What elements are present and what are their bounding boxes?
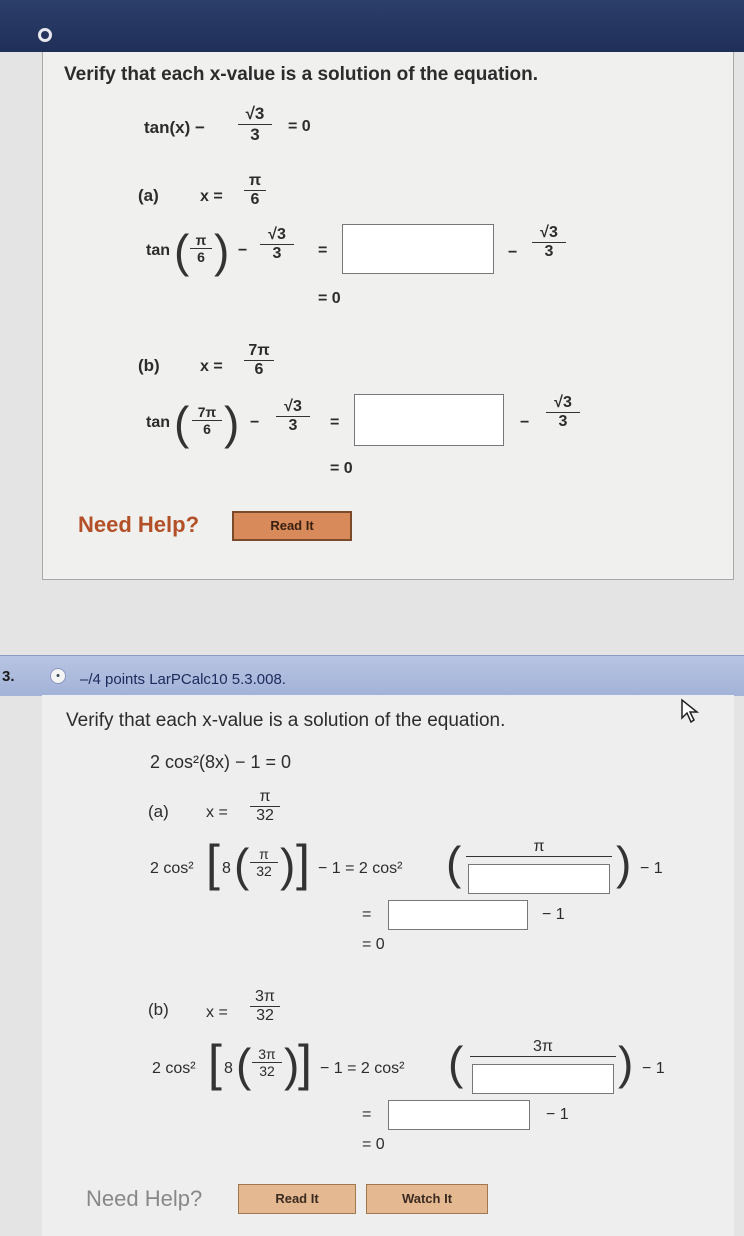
q2-b-mid-input[interactable] xyxy=(388,1100,530,1130)
q1-b-arg-den: 6 xyxy=(203,421,211,437)
left-paren: ( xyxy=(448,1037,464,1089)
q1-b-res-den: 3 xyxy=(558,413,568,430)
q2-b-top-frac xyxy=(470,1038,616,1057)
q1-eq-frac xyxy=(238,104,272,145)
q1-b-eq: = xyxy=(330,414,340,431)
question-points: –/4 points LarPCalc10 5.3.008. xyxy=(80,671,286,688)
q2-b-top-num: 3π xyxy=(470,1038,616,1057)
q2-a-mid-input[interactable] xyxy=(388,900,528,930)
need-help-label: Need Help? xyxy=(86,1186,203,1211)
q1-b-tan: tan xyxy=(146,414,170,431)
q1-a-eq: = xyxy=(318,242,328,259)
left-paren: ( xyxy=(236,1039,252,1091)
q1-b-arg-num: 7π xyxy=(192,404,222,421)
q2-a-inner-8: 8 xyxy=(222,860,231,877)
q1-b-label: (b) xyxy=(138,356,160,375)
q2-b-lhs-prefix: 2 cos² xyxy=(152,1060,196,1077)
left-paren: ( xyxy=(174,397,190,449)
q2-a-mid-field[interactable] xyxy=(389,901,531,931)
q2-b-denom-field[interactable] xyxy=(473,1065,617,1095)
q2-a-xeq: x = xyxy=(206,804,228,821)
q1-a-sqrt-den: 3 xyxy=(272,245,282,262)
right-paren: ) xyxy=(280,839,296,891)
left-paren: ( xyxy=(234,839,250,891)
q1-instruction: Verify that each x-value is a solution of the equation. xyxy=(64,64,539,85)
q2-instruction: Verify that each x-value is a solution of the equation. xyxy=(66,710,506,731)
bullet-icon[interactable]: • xyxy=(50,668,66,684)
q1-a-answer-input[interactable] xyxy=(342,224,494,274)
left-paren: ( xyxy=(174,225,190,277)
q2-b-inner-num: 3π xyxy=(252,1046,282,1063)
read-it-button[interactable]: Read It xyxy=(232,511,352,541)
q2-b-inner-8: 8 xyxy=(224,1060,233,1077)
q2-a-inner-frac xyxy=(250,846,278,879)
q1-a-answer-field[interactable] xyxy=(343,225,497,275)
q1-a-minus2: − xyxy=(508,244,518,261)
q1-b-sqrt-frac xyxy=(276,398,310,435)
left-bracket: [ xyxy=(206,835,220,891)
q2-b-mid-field[interactable] xyxy=(389,1101,533,1131)
q1-b-arg-frac xyxy=(192,404,222,437)
q1-a-arg-num: π xyxy=(190,232,212,249)
q2-a-tail: − 1 xyxy=(640,860,663,877)
q2-a-x-den: 32 xyxy=(256,807,274,824)
right-bracket: ] xyxy=(296,835,310,891)
right-paren: ) xyxy=(618,1037,634,1089)
q1-a-res-frac xyxy=(532,224,566,261)
q2-b-x-den: 32 xyxy=(256,1007,274,1024)
q2-b-inner-den: 32 xyxy=(259,1063,275,1079)
q2-b-x-frac xyxy=(250,988,280,1025)
q2-b-tail2: − 1 xyxy=(546,1106,569,1123)
q2-a-eq2: = xyxy=(362,906,372,923)
q2-b-mid: − 1 = 2 cos² xyxy=(320,1060,405,1077)
right-paren: ) xyxy=(284,1039,300,1091)
q1-eq-num: √3 xyxy=(238,104,272,125)
left-paren: ( xyxy=(446,837,462,889)
question-panel-2 xyxy=(42,695,734,1236)
q1-b-answer-input[interactable] xyxy=(354,394,504,446)
right-bracket: ] xyxy=(298,1035,312,1091)
q2-a-label: (a) xyxy=(148,802,169,821)
q2-a-mid: − 1 = 2 cos² xyxy=(318,860,403,877)
q1-a-res-den: 3 xyxy=(544,243,554,260)
q1-b-x-frac xyxy=(244,342,274,379)
q1-b-x-num: 7π xyxy=(244,342,274,361)
q1-eq-lhs: tan(x) − xyxy=(144,118,205,137)
left-bracket: [ xyxy=(208,1035,222,1091)
q1-a-res-num: √3 xyxy=(532,224,566,243)
q1-a-sqrt-frac xyxy=(260,226,294,263)
q1-b-x-den: 6 xyxy=(254,361,264,378)
q2-a-inner-num: π xyxy=(250,846,278,863)
q2-a-tail2: − 1 xyxy=(542,906,565,923)
q2-a-denom-input[interactable] xyxy=(468,864,610,894)
q1-a-sqrt-num: √3 xyxy=(260,226,294,245)
q1-b-sqrt-den: 3 xyxy=(288,417,298,434)
q1-a-x-den: 6 xyxy=(250,191,260,208)
q1-a-zero: = 0 xyxy=(318,290,341,307)
q2-b-x-num: 3π xyxy=(250,988,280,1007)
watch-it-button[interactable]: Watch It xyxy=(366,1184,488,1214)
q1-b-answer-field[interactable] xyxy=(355,395,507,447)
q2-a-inner-den: 32 xyxy=(256,863,272,879)
q1-a-x-frac xyxy=(244,172,266,209)
q1-a-arg-den: 6 xyxy=(197,249,205,265)
q1-b-zero: = 0 xyxy=(330,460,353,477)
question-number: 3. xyxy=(2,668,15,685)
q1-b-sqrt-num: √3 xyxy=(276,398,310,417)
q2-equation: 2 cos²(8x) − 1 = 0 xyxy=(150,752,292,772)
q1-b-minus2: − xyxy=(520,414,530,431)
q2-a-x-frac xyxy=(250,788,280,825)
q2-b-eq2: = xyxy=(362,1106,372,1123)
q2-b-zero: = 0 xyxy=(362,1136,385,1153)
q1-a-tan: tan xyxy=(146,242,170,259)
need-help-label: Need Help? xyxy=(78,512,200,537)
q2-b-label: (b) xyxy=(148,1000,169,1019)
q1-a-xeq: x = xyxy=(200,188,223,205)
q1-b-xeq: x = xyxy=(200,358,223,375)
q1-a-x-num: π xyxy=(244,172,266,191)
q2-a-denom-field[interactable] xyxy=(469,865,613,895)
q1-a-label: (a) xyxy=(138,186,159,205)
q2-a-top-num: π xyxy=(466,838,612,857)
q1-eq-rhs: = 0 xyxy=(288,118,311,135)
q2-b-inner-frac xyxy=(252,1046,282,1079)
q1-eq-den: 3 xyxy=(250,125,260,144)
circle-icon[interactable] xyxy=(38,28,52,42)
q2-b-xeq: x = xyxy=(206,1004,228,1021)
q2-b-tail: − 1 xyxy=(642,1060,665,1077)
q2-a-x-num: π xyxy=(250,788,280,807)
q1-b-minus: − xyxy=(250,414,260,431)
q2-a-top-frac xyxy=(466,838,612,857)
right-paren: ) xyxy=(214,225,230,277)
right-paren: ) xyxy=(616,837,632,889)
q1-a-minus: − xyxy=(238,242,248,259)
q2-b-denom-input[interactable] xyxy=(472,1064,614,1094)
q1-b-res-frac xyxy=(546,394,580,431)
q2-a-lhs-prefix: 2 cos² xyxy=(150,860,194,877)
right-paren: ) xyxy=(224,397,240,449)
q2-a-zero: = 0 xyxy=(362,936,385,953)
q1-a-arg-frac xyxy=(190,232,212,265)
mouse-cursor-icon xyxy=(680,698,702,724)
q1-b-res-num: √3 xyxy=(546,394,580,413)
top-bar xyxy=(0,0,744,52)
read-it-button[interactable]: Read It xyxy=(238,1184,356,1214)
